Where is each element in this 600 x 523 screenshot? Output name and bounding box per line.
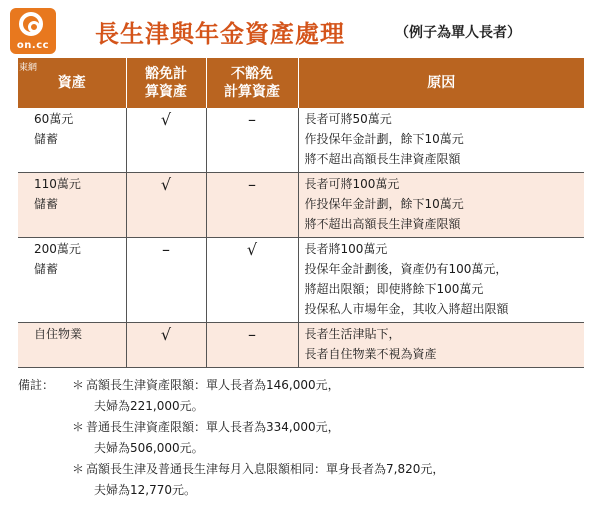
exempt-cell: √: [126, 323, 206, 368]
note-text: 高額長生津資產限額：單人長者為146,000元，: [86, 378, 340, 392]
note-text: 普通長生津資產限額：單人長者為334,000元，: [86, 420, 340, 434]
oncc-logo: [10, 8, 56, 54]
note-text: 夫婦為506,000元。: [94, 441, 204, 455]
exempt-cell: √: [126, 173, 206, 238]
not-exempt-cell: –: [206, 323, 298, 368]
table-row: [18, 173, 584, 238]
notes-label: 備註：: [18, 378, 55, 392]
asterisk-icon: ＊: [72, 420, 85, 434]
not-exempt-cell: –: [206, 108, 298, 173]
asset-cell: 110萬元 儲蓄: [18, 173, 126, 238]
logo-mark-icon: [19, 12, 43, 36]
note-item: [18, 459, 588, 501]
header-asset: 資產: [18, 58, 126, 108]
table-header-row: [18, 58, 584, 108]
note-text: 夫婦為221,000元。: [94, 399, 204, 413]
table-row: [18, 323, 584, 368]
reason-cell: 長者生活津貼下， 長者自住物業不視為資產: [298, 323, 584, 368]
notes-section: [18, 375, 588, 501]
table-row: [18, 238, 584, 323]
page-subtitle: （例子為單人長者）: [395, 25, 521, 41]
table-row: [18, 108, 584, 173]
header-exempt: 豁免計 算資產: [126, 58, 206, 108]
asset-cell: 60萬元 儲蓄: [18, 108, 126, 173]
reason-cell: 長者將100萬元 投保年金計劃後，資產仍有100萬元， 將超出限額；即使將餘下100萬元 投保私人市場年金，其收入將超出限額: [298, 238, 584, 323]
reason-cell: 長者可將100萬元 作投保年金計劃，餘下10萬元 將不超出高額長生津資產限額: [298, 173, 584, 238]
note-item: [18, 417, 588, 459]
not-exempt-cell: √: [206, 238, 298, 323]
header-not-exempt: 不豁免 計算資產: [206, 58, 298, 108]
reason-cell: 長者可將50萬元 作投保年金計劃，餘下10萬元 將不超出高額長生津資產限額: [298, 108, 584, 173]
note-item: [18, 375, 588, 417]
asterisk-icon: ＊: [72, 378, 85, 392]
asset-cell: 200萬元 儲蓄: [18, 238, 126, 323]
header-reason: 原因: [298, 58, 584, 108]
asterisk-icon: ＊: [72, 462, 85, 476]
exempt-cell: √: [126, 108, 206, 173]
logo-text: on.cc: [16, 40, 50, 51]
not-exempt-cell: –: [206, 173, 298, 238]
page-title: 長生津與年金資產處理: [95, 20, 345, 48]
asset-table: [18, 58, 584, 368]
source-label: 東網: [19, 63, 38, 73]
note-text: 夫婦為12,770元。: [94, 483, 196, 497]
exempt-cell: –: [126, 238, 206, 323]
asset-cell: 自住物業: [18, 323, 126, 368]
note-text: 高額長生津及普通長生津每月入息限額相同：單身長者為7,820元，: [86, 462, 445, 476]
